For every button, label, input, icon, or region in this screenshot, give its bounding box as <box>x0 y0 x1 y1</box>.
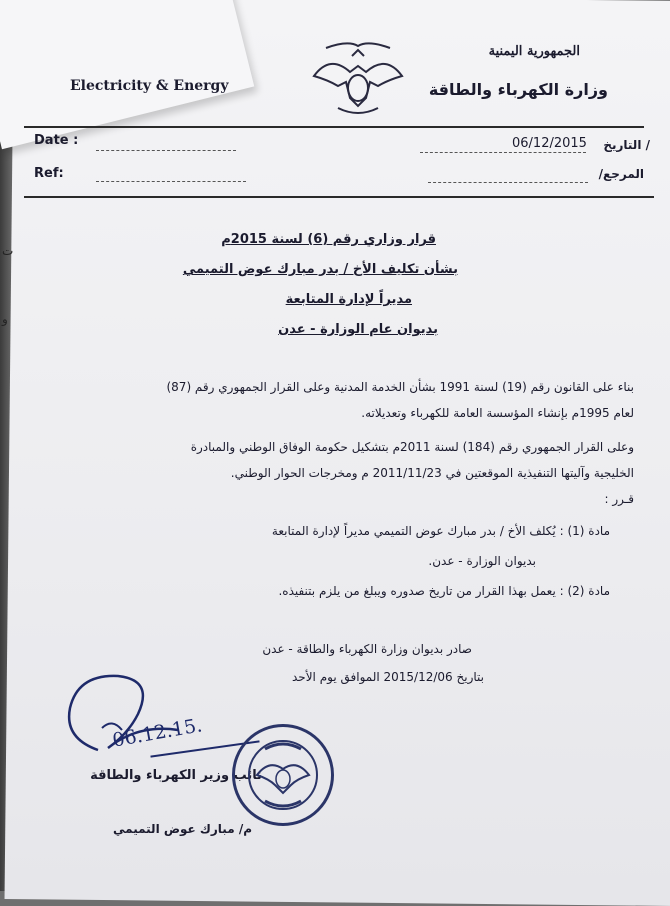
ref-label-ar: المرجع/ <box>598 167 644 181</box>
body-line5: قـرر : <box>604 492 634 506</box>
edge-mark-1: ت <box>2 244 14 258</box>
body-line4: الخليجية وآليتها التنفيذية الموقعتين في 2011/11/23 م ومخرجات الحوار الوطني. <box>230 466 634 480</box>
title-line3: مديراً لإدارة المتابعة <box>285 292 412 307</box>
eagle-emblem-icon <box>308 36 408 122</box>
signer-name: م/ مبارك عوض التميمي <box>113 822 252 836</box>
body-line1: بناء على القانون رقم (19) لسنة 1991 بشأن الخدمة المدنية وعلى القرار الجمهوري رقم (87) <box>166 380 634 394</box>
issued-line1: صادر بديوان وزارة الكهرباء والطاقة - عدن <box>262 642 472 656</box>
body-line2: لعام 1995م بإنشاء المؤسسة العامة للكهرباء وتعديلاته. <box>361 406 634 420</box>
header-en-ministry: Electricity & Energy <box>70 78 229 94</box>
article2-line: مادة (2) : يعمل بهذا القرار من تاريخ صدوره ويبلغ من يلزم بتنفيذه. <box>278 584 610 598</box>
edge-mark-2: و <box>2 312 8 326</box>
signer-title: نائب وزير الكهرباء والطاقة <box>90 768 262 783</box>
article1-line1: مادة (1) : يُكلف الأخ / بدر مبارك عوض التميمي مديراً لإدارة المتابعة <box>271 524 610 538</box>
title-line2: بشأن تكليف الأخ / بدر مبارك عوض التميمي <box>182 262 458 277</box>
date-value: 06/12/2015 <box>512 136 587 151</box>
header-ar-republic: الجمهورية اليمنية <box>488 44 580 59</box>
ref-line-ar <box>428 182 588 183</box>
body-line3: وعلى القرار الجمهوري رقم (184) لسنة 2011م بتشكيل حكومة الوفاق الوطني والمبادرة <box>190 440 634 454</box>
ref-label-en: Ref: <box>34 166 64 181</box>
date-label-ar: / التاريخ <box>603 138 650 152</box>
date-line-en <box>96 150 236 151</box>
date-line-ar <box>420 152 586 153</box>
handwritten-date: 06.12.15. <box>110 714 204 752</box>
header-ar-ministry: وزارة الكهرباء والطاقة <box>428 80 608 99</box>
issued-line2: بتاريخ 2015/12/06 الموافق يوم الأحد <box>292 670 484 684</box>
article1-line2: بديوان الوزارة - عدن. <box>428 554 536 568</box>
ref-line-en <box>96 181 246 182</box>
ref-divider <box>24 196 654 198</box>
title-line4: بديوان عام الوزارة - عدن <box>278 322 438 337</box>
header-divider <box>24 126 644 128</box>
date-label-en: Date : <box>34 133 79 148</box>
ministry-stamp-icon <box>232 724 334 826</box>
title-line1: قرار وزاري رقم (6) لسنة 2015م <box>221 232 436 247</box>
